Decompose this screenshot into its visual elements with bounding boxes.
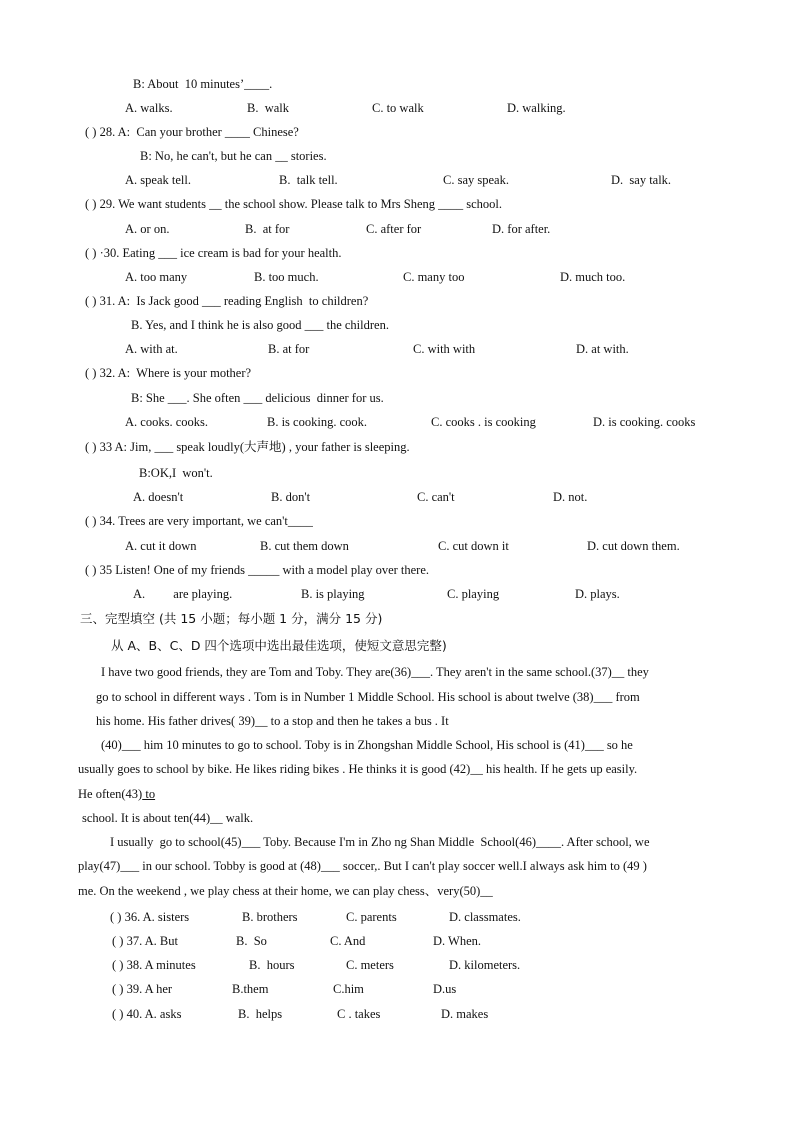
q28-option-c: C. say speak.	[443, 173, 509, 187]
q28-option-b: B. talk tell.	[279, 173, 338, 187]
q29-option-a: A. or on.	[125, 222, 170, 236]
cloze-37-c: C. And	[330, 934, 366, 948]
cloze-40-d: D. makes	[441, 1007, 489, 1021]
q35-stem: ( ) 35 Listen! One of my friends _____ with a model play over there.	[85, 563, 430, 577]
cloze-39-a: ( ) 39. A her	[112, 982, 173, 996]
q33-option-c: C. can't	[417, 490, 455, 504]
cloze-37-d: D. When.	[433, 934, 482, 948]
cloze-36-c: C. parents	[346, 910, 397, 924]
q31-option-d: D. at with.	[576, 342, 629, 356]
q31-stem-a: ( ) 31. A: Is Jack good ___ reading English to children?	[85, 294, 369, 308]
cloze-38-b: B. hours	[249, 958, 295, 972]
section-instruction: 从 A、B、C、D 四个选项中选出最佳选项，使短文意思完整)	[111, 638, 447, 653]
q35-option-a: A. are playing.	[133, 587, 233, 601]
q30-option-a: A. too many	[125, 270, 188, 284]
q31-option-a: A. with at.	[125, 342, 178, 356]
q29-option-b: B. at for	[245, 222, 290, 236]
q34-option-d: D. cut down them.	[587, 539, 680, 553]
q32-option-b: B. is cooking. cook.	[267, 415, 367, 429]
q31-option-b: B. at for	[268, 342, 310, 356]
cloze-39-d: D.us	[433, 982, 457, 996]
cloze-37-a: ( ) 37. A. But	[112, 934, 178, 948]
q30-option-c: C. many too	[403, 270, 465, 284]
q32-stem-b: B: She ___. She often ___ delicious dinner for us.	[131, 391, 384, 405]
passage-line-5: usually goes to school by bike. He likes riding bikes . He thinks it is good (42)__ his health. If he gets up easily.	[78, 762, 638, 776]
cloze-40-a: ( ) 40. A. asks	[112, 1007, 182, 1021]
cloze-38-d: D. kilometers.	[449, 958, 521, 972]
q30-option-b: B. too much.	[254, 270, 319, 284]
cloze-40-c: C . takes	[337, 1007, 381, 1021]
q33-stem-b: B:OK,I won't.	[139, 466, 213, 480]
q35-option-d: D. plays.	[575, 587, 620, 601]
q27-stem-b: B: About 10 minutes’____.	[133, 77, 273, 91]
q34-stem: ( ) 34. Trees are very important, we can't____	[85, 514, 313, 528]
q28-stem-b: B: No, he can't, but he can __ stories.	[140, 149, 327, 163]
q34-option-c: C. cut down it	[438, 539, 509, 553]
q33-stem-a: ( ) 33 A: Jim, ___ speak loudly(大声地) , your father is sleeping.	[85, 439, 410, 454]
q35-option-b: B. is playing	[301, 587, 365, 601]
q32-option-a: A. cooks. cooks.	[125, 415, 208, 429]
q28-option-d: D. say talk.	[611, 173, 672, 187]
q31-option-c: C. with with	[413, 342, 476, 356]
q31-stem-b: B. Yes, and I think he is also good ___ the children.	[131, 318, 389, 332]
q29-option-d: D. for after.	[492, 222, 551, 236]
q32-stem-a: ( ) 32. A: Where is your mother?	[85, 366, 252, 380]
cloze-36-a: ( ) 36. A. sisters	[110, 910, 190, 924]
cloze-39-c: C.him	[333, 982, 364, 996]
cloze-37-b: B. So	[236, 934, 267, 948]
cloze-38-c: C. meters	[346, 958, 394, 972]
q34-option-a: A. cut it down	[125, 539, 197, 553]
passage-line-10: me. On the weekend , we play chess at their home, we can play chess、very(50)__	[78, 884, 493, 898]
passage-line-4: (40)___ him 10 minutes to go to school. Toby is in Zhongshan Middle School, His school is (41)___ so he	[101, 738, 633, 752]
passage-line-7: school. It is about ten(44)__ walk.	[82, 811, 254, 825]
cloze-36-b: B. brothers	[242, 910, 298, 924]
q28-stem-a: ( ) 28. A: Can your brother ____ Chinese?	[85, 125, 299, 139]
passage-line-9: play(47)___ in our school. Tobby is good at (48)___ soccer,. But I can't play soccer well.I always ask him to (49 )	[78, 859, 647, 873]
passage-line-3: his home. His father drives( 39)__ to a stop and then he takes a bus . It	[96, 714, 449, 728]
cloze-38-a: ( ) 38. A minutes	[112, 958, 196, 972]
passage-line-6: He often(43) to	[78, 787, 156, 801]
passage-line-1: I have two good friends, they are Tom and Toby. They are(36)___. They aren't in the same school.(37)__ they	[101, 665, 649, 679]
section-title: 三、完型填空 (共 15 小题；每小题 1 分，满分 15 分)	[80, 611, 383, 626]
passage-line-2: go to school in different ways . Tom is in Number 1 Middle School. His school is about twelve (38)___ from	[96, 690, 640, 704]
cloze-36-d: D. classmates.	[449, 910, 521, 924]
q33-option-a: A. doesn't	[133, 490, 184, 504]
q34-option-b: B. cut them down	[260, 539, 349, 553]
q27-option-b: B. walk	[247, 101, 290, 115]
q30-stem: ( ) ·30. Eating ___ ice cream is bad for your health.	[85, 246, 342, 260]
q27-option-a: A. walks.	[125, 101, 173, 115]
q27-option-c: C. to walk	[372, 101, 424, 115]
cloze-39-b: B.them	[232, 982, 269, 996]
cloze-40-b: B. helps	[238, 1007, 283, 1021]
q28-option-a: A. speak tell.	[125, 173, 191, 187]
q30-option-d: D. much too.	[560, 270, 626, 284]
q29-option-c: C. after for	[366, 222, 422, 236]
q33-option-d: D. not.	[553, 490, 588, 504]
q32-option-d: D. is cooking. cooks	[593, 415, 696, 429]
q33-option-b: B. don't	[271, 490, 311, 504]
q35-option-c: C. playing	[447, 587, 500, 601]
q32-option-c: C. cooks . is cooking	[431, 415, 536, 429]
q29-stem: ( ) 29. We want students __ the school show. Please talk to Mrs Sheng ____ school.	[85, 197, 503, 211]
passage-line-8: I usually go to school(45)___ Toby. Because I'm in Zho ng Shan Middle School(46)____. After school, we	[110, 835, 650, 849]
q27-option-d: D. walking.	[507, 101, 566, 115]
